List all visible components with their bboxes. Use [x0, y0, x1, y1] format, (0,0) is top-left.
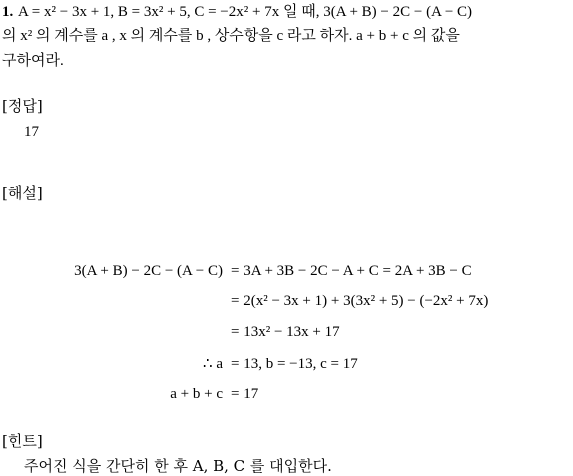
equation-right-2: = 2(x² − 3x + 1) + 3(3x² + 5) − (−2x² + 7x) [231, 293, 489, 309]
equation-right-4: = 13, b = −13, c = 17 [231, 356, 358, 372]
equation-right-1: = 3A + 3B − 2C − A + C = 2A + 3B − C [231, 263, 472, 279]
explanation-header: [해설] [2, 184, 43, 202]
question-line-3: 구하여라. [2, 53, 64, 69]
answer-value: 17 [24, 124, 39, 140]
hint-header: [힌트] [2, 432, 43, 450]
equation-left-1: 3(A + B) − 2C − (A − C) [74, 263, 223, 279]
question-number: 1. [2, 4, 14, 20]
hint-body: 주어진 식을 간단히 한 후 A, B, C 를 대입한다. [24, 457, 332, 475]
equation-right-5: = 17 [231, 386, 259, 402]
equation-left-5: a + b + c [170, 386, 223, 402]
question-line-2: 의 x² 의 계수를 a , x 의 계수를 b , 상수항을 c 라고 하자. a + b + c 의 값을 [2, 28, 460, 44]
equation-left-4: ∴ a [203, 356, 223, 372]
equation-right-3: = 13x² − 13x + 17 [231, 324, 340, 340]
question-line-1 [2, 4, 472, 20]
answer-header: [정답] [2, 97, 43, 115]
question-text-1: A = x² − 3x + 1, B = 3x² + 5, C = −2x² + 7x 일 때, 3(A + B) − 2C − (A − C) [18, 4, 473, 20]
